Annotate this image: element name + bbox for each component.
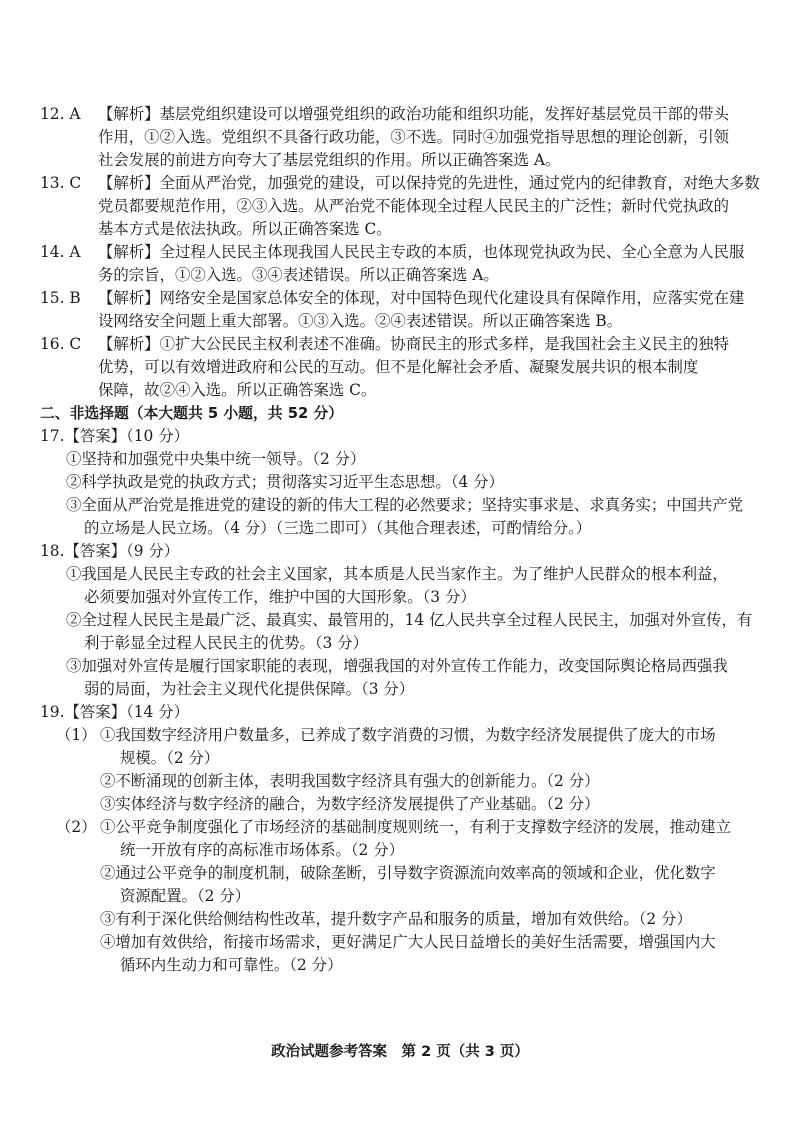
explanation-line: 作用，①②入选。党组织不具备行政功能，③不选。同时④加强党指导思想的理论创新，引领 bbox=[98, 128, 730, 146]
explanation-line: 基本方式是依法执政。所以正确答案选 C。 bbox=[98, 220, 392, 238]
answer-text: 规模。（2 分） bbox=[120, 749, 220, 767]
question-19-part-1 bbox=[40, 724, 758, 816]
answer-text: ④增加有效供给，衔接市场需求，更好满足广大人民日益增长的美好生活需要，增强国内大 bbox=[100, 933, 716, 951]
mc-answer bbox=[40, 172, 758, 241]
answer-text: ②不断涌现的创新主体，表明我国数字经济具有强大的创新能力。（2 分） bbox=[100, 772, 600, 790]
explanation-line: 社会发展的前进方向夸大了基层党组织的作用。所以正确答案选 A。 bbox=[98, 151, 561, 169]
mc-answer-explanation bbox=[98, 333, 758, 402]
answer-line bbox=[40, 954, 758, 977]
question-17-header: 17.【答案】（10 分） bbox=[40, 427, 189, 445]
question-18 bbox=[40, 540, 758, 701]
answer-text: ③有利于深化供给侧结构性改革，提升数字产品和服务的质量，增加有效供给。（2 分） bbox=[100, 910, 692, 928]
mc-answer bbox=[40, 287, 758, 333]
answer-line: ②科学执政是党的执政方式；贯彻落实习近平生态思想。（4 分） bbox=[66, 473, 504, 491]
answer-line: ①我国是人民民主专政的社会主义国家，其本质是人民当家作主。为了维护人民群众的根本利益， bbox=[66, 565, 728, 583]
question-19-header: 19.【答案】（14 分） bbox=[40, 703, 189, 721]
mc-answer-explanation bbox=[98, 172, 760, 241]
answer-text: 资源配置。（2 分） bbox=[120, 887, 251, 905]
mc-answer-number: 16. C bbox=[40, 335, 82, 353]
answer-line: 利于彰显全过程人民民主的优势。（3 分） bbox=[84, 634, 369, 652]
answer-line: ③全面从严治党是推进党的建设的新的伟大工程的必然要求；坚持实事求是、求真务实；中国共产党 bbox=[66, 496, 744, 514]
answer-line bbox=[40, 931, 758, 954]
answer-line: ①坚持和加强党中央集中统一领导。（2 分） bbox=[66, 450, 366, 468]
mc-answer-explanation bbox=[98, 103, 758, 172]
answer-text: ①公平竞争制度强化了市场经济的基础制度规则统一，有利于支撑数字经济的发展，推动建立 bbox=[100, 818, 732, 836]
explanation-line: 【解析】全过程人民民主体现我国人民民主专政的本质，也体现党执政为民、全心全意为人民服 bbox=[98, 243, 745, 261]
answer-line bbox=[40, 747, 758, 770]
answer-text: ③实体经济与数字经济的融合，为数字经济发展提供了产业基础。（2 分） bbox=[100, 795, 600, 813]
answer-line: ②全过程人民民主是最广泛、最真实、最管用的，14 亿人民共享全过程人民民主，加强对外宣传，有 bbox=[66, 611, 753, 629]
explanation-line: 设网络安全问题上重大部署。①③入选。②④表述错误。所以正确答案选 B。 bbox=[98, 312, 623, 330]
mc-answer bbox=[40, 333, 758, 402]
explanation-line: 【解析】基层党组织建设可以增强党组织的政治功能和组织功能，发挥好基层党员干部的带头 bbox=[98, 105, 730, 123]
answer-line bbox=[40, 770, 758, 793]
explanation-line: 保障，故②④入选。所以正确答案选 C。 bbox=[98, 381, 377, 399]
mc-answer-number: 13. C bbox=[40, 174, 82, 192]
multiple-choice-answers bbox=[40, 103, 758, 402]
question-17 bbox=[40, 425, 758, 540]
question-17-items bbox=[40, 448, 758, 540]
explanation-line: 【解析】①扩大公民民主权利表述不准确。协商民主的形式多样，是我国社会主义民主的独特 bbox=[98, 335, 730, 353]
sub-question-label: （1） bbox=[56, 726, 97, 744]
explanation-line: 党员都要规范作用，②③入选。从严治党不能体现全过程人民民主的广泛性；新时代党执政的 bbox=[98, 197, 730, 215]
question-19-part-2 bbox=[40, 816, 758, 977]
question-19 bbox=[40, 701, 758, 977]
answer-line bbox=[40, 885, 758, 908]
mc-answer-explanation bbox=[98, 241, 758, 287]
answer-line: 的立场是人民立场。（4 分）（三选二即可）（其他合理表述，可酌情给分。） bbox=[84, 519, 592, 537]
answer-line: 必须要加强对外宣传工作，维护中国的大国形象。（3 分） bbox=[84, 588, 476, 606]
answer-line: 弱的局面，为社会主义现代化提供保障。（3 分） bbox=[84, 680, 415, 698]
answer-text: 循环内生动力和可靠性。（2 分） bbox=[120, 956, 343, 974]
answer-line bbox=[40, 816, 758, 839]
answer-line bbox=[40, 862, 758, 885]
answer-line bbox=[40, 793, 758, 816]
explanation-line: 优势，可以有效增进政府和公民的互动。但不是化解社会矛盾、凝聚发展共识的根本制度 bbox=[98, 358, 699, 376]
page-footer: 政治试题参考答案 第 2 页（共 3 页） bbox=[271, 1044, 529, 1060]
answer-content bbox=[40, 103, 758, 977]
answer-line: ③加强对外宣传是履行国家职能的表现，增强我国的对外宣传工作能力，改变国际舆论格局西强我 bbox=[66, 657, 728, 675]
explanation-line: 【解析】全面从严治党，加强党的建设，可以保持党的先进性，通过党内的纪律教育，对绝大多数 bbox=[98, 174, 760, 192]
mc-answer bbox=[40, 103, 758, 172]
answer-line bbox=[40, 839, 758, 862]
explanation-line: 务的宗旨，①②入选。③④表述错误。所以正确答案选 A。 bbox=[98, 266, 499, 284]
answer-text: ②通过公平竞争的制度机制，破除垄断，引导数字资源流向效率高的领域和企业，优化数字 bbox=[100, 864, 716, 882]
sub-question-label: （2） bbox=[56, 818, 97, 836]
mc-answer-explanation bbox=[98, 287, 758, 333]
answer-line bbox=[40, 908, 758, 931]
mc-answer bbox=[40, 241, 758, 287]
mc-answer-number: 12. A bbox=[40, 105, 81, 123]
answer-text: 统一开放有序的高标准市场体系。（2 分） bbox=[120, 841, 405, 859]
mc-answer-number: 14. A bbox=[40, 243, 81, 261]
question-18-header: 18.【答案】（9 分） bbox=[40, 542, 180, 560]
explanation-line: 【解析】网络安全是国家总体安全的体现，对中国特色现代化建设具有保障作用，应落实党在建 bbox=[98, 289, 745, 307]
answer-text: ①我国数字经济用户数量多，已养成了数字消费的习惯，为数字经济发展提供了庞大的市场 bbox=[100, 726, 716, 744]
answer-line bbox=[40, 724, 758, 747]
section-title: 二、非选择题（本大题共 5 小题，共 52 分） bbox=[40, 405, 344, 422]
mc-answer-number: 15. B bbox=[40, 289, 81, 307]
question-18-items bbox=[40, 563, 758, 701]
